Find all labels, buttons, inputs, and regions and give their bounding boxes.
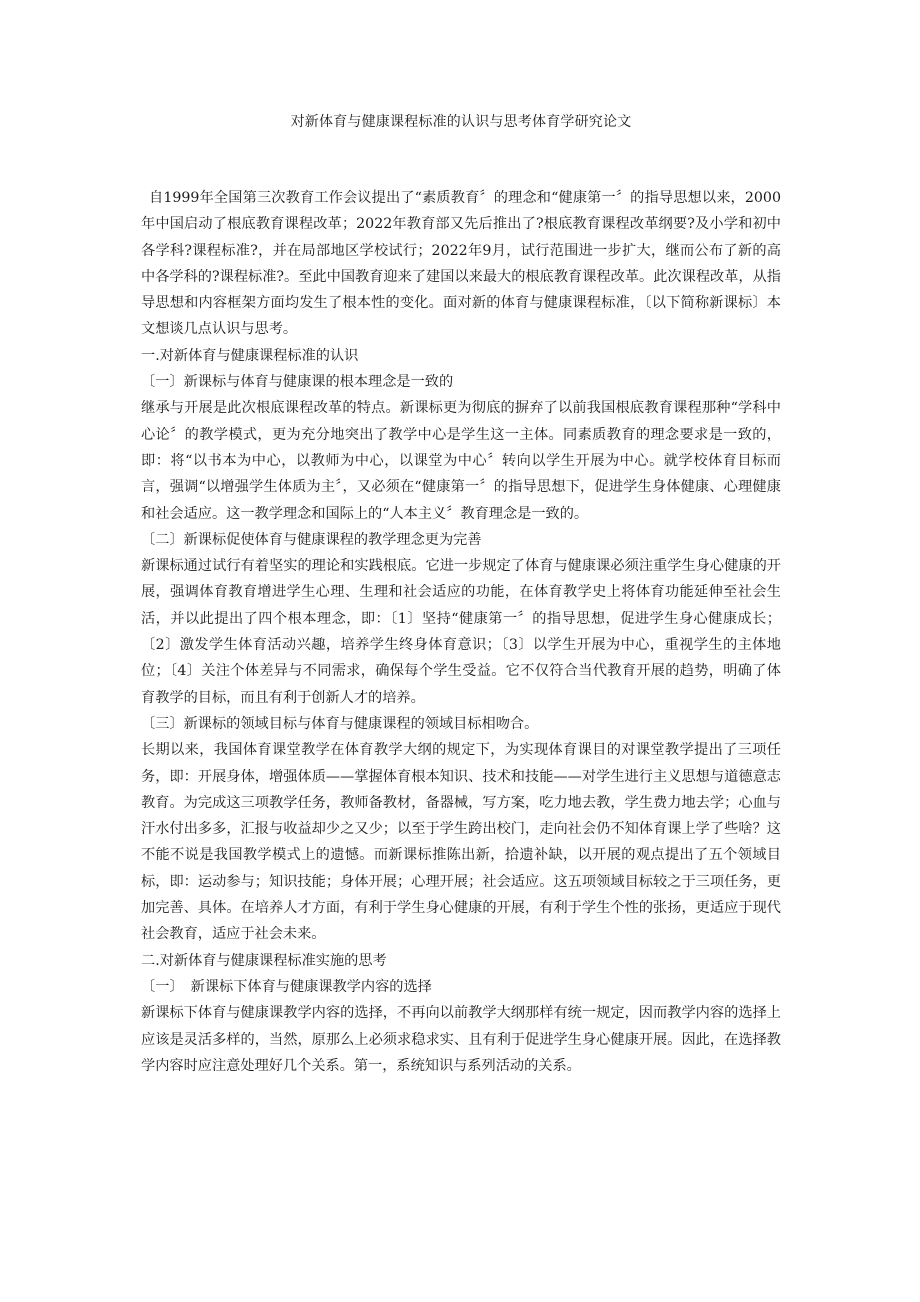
section-1-sub-3-paragraph: 长期以来，我国体育课堂教学在体育教学大纲的规定下，为实现体育课目的对课堂教学提出了三项任务，即：开展身体，增强体质——掌握体育根本知识、技术和技能——对学生进行主义思想与道德意志教育。为完成这三项教学任务，教师备教材，备器械，写方案，吃力地去教，学生费力地去学；心血与汗水付出多多，汇报与收益却少之又少；以至于学生跨出校门，走向社会仍不知体育课上学了些啥？这不能不说是我国教学模式上的遗憾。而新课标推陈出新，拾遗补缺，以开展的观点提出了五个领域目标，即：运动参与；知识技能；身体开展；心理开展；社会适应。这五项领域目标较之于三项任务，更加完善、具体。在培养人才方面，有利于学生身心健康的开展，有利于学生个性的张扬，更适应于现代社会教育，适应于社会未来。 [141,742,781,943]
section-2-sub-1-heading: 〔一〕 新课标下体育与健康课教学内容的选择 [141,978,432,995]
section-2-sub-1-paragraph: 新课标下体育与健康课教学内容的选择，不再向以前教学大纲那样有统一规定，因而教学内容的选择上应该是灵活多样的，当然，原那么上必须求稳求实、且有利于促进学生身心健康开展。因此，在选择教学内容时应注意处理好几个关系。第一，系统知识与系列活动的关系。 [141,1005,781,1074]
document-title: 对新体育与健康课程标准的认识与思考体育学研究论文 [290,114,632,130]
section-1-sub-2-heading: 〔二〕新课标促使体育与健康课程的教学理念更为完善 [141,531,482,548]
section-1-heading: 一.对新体育与健康课程标准的认识 [141,347,359,364]
section-1-sub-3-heading: 〔三〕新课标的领域目标与体育与健康课程的领域目标相吻合。 [141,715,539,732]
document-page [141,112,781,1079]
section-1-sub-1-paragraph: 继承与开展是此次根底课程改革的特点。新课标更为彻底的摒弃了以前我国根底教育课程那种“学科中心论〞的教学模式，更为充分地突出了教学中心是学生这一主体。同素质教育的理念要求是一致的，即：将“以书本为中心，以教师为中心，以课堂为中心〞转向以学生开展为中心。就学校体育目标而言，强调“以增强学生体质为主〞，又必须在“健康第一〞的指导思想下，促进学生身体健康、心理健康和社会适应。这一教学理念和国际上的“人本主义〞教育理念是一致的。 [141,400,781,522]
intro-paragraph: 自1999年全国第三次教育工作会议提出了“素质教育〞的理念和“健康第一〞的指导思想以来，2000年中国启动了根底教育课程改革；2022年教育部又先后推出了?根底教育课程改革纲要?及小学和初中各学科?课程标准?，并在局部地区学校试行；2022年9月，试行范围进一步扩大，继而公布了新的高中各学科的?课程标准?。至此中国教育迎来了建国以来最大的根底教育课程改革。此次课程改革，从指导思想和内容框架方面均发生了根本性的变化。面对新的体育与健康课程标准，〔以下简称新课标〕本文想谈几点认识与思考。 [141,190,781,338]
section-1-sub-2-paragraph: 新课标通过试行有着坚实的理论和实践根底。它进一步规定了体育与健康课必须注重学生身心健康的开展，强调体育教育增进学生心理、生理和社会适应的功能，在体育教学史上将体育功能延伸至社会生活，并以此提出了四个根本理念，即：〔1〕坚持“健康第一〞的指导思想，促进学生身心健康成长；〔2〕激发学生体育活动兴趣，培养学生终身体育意识；〔3〕以学生开展为中心，重视学生的主体地位；〔4〕关注个体差异与不同需求，确保每个学生受益。它不仅符合当代教育开展的趋势，明确了体育教学的目标，而且有利于创新人才的培养。 [141,558,781,706]
section-1-sub-1-heading: 〔一〕新课标与体育与健康课的根本理念是一致的 [141,374,454,391]
section-2-heading: 二.对新体育与健康课程标准实施的思考 [141,952,387,969]
